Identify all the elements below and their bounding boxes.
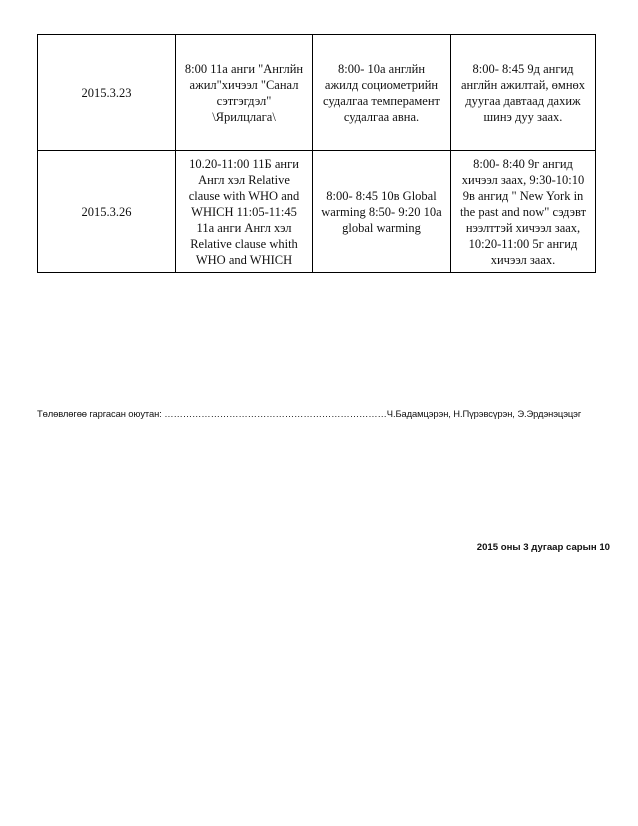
schedule-cell: 10.20-11:00 11Б анги Англ хэл Relative clause with WHO and WHICH 11:05-11:45 11а анги Англ хэл Relative clause whith WHO and WHICH bbox=[176, 151, 313, 273]
table-row bbox=[38, 151, 596, 273]
date-cell: 2015.3.26 bbox=[38, 151, 176, 273]
schedule-cell: 8:00- 8:45 9д ангид англйн ажилтай, өмнөх дуугаа давтаад дахиж шинэ дуу заах. bbox=[451, 35, 596, 151]
schedule-cell: 8:00- 8:40 9г ангид хичээл заах, 9:30-10:10 9в ангид " New York in the past and now" сэдэвт нээлттэй хичээл заах, 10:20-11:00 5г ангид хичээл заах. bbox=[451, 151, 596, 273]
prepared-by-line: Төлөвлөгөө гаргасан оюутан: ………………………………………………………………Ч.Бадамцэрэн, Н.Пүрэвсүрэн, Э.Эрдэнэцэцэг bbox=[37, 408, 582, 419]
schedule-cell: 8:00- 8:45 10в Global warming 8:50- 9:20 10а global warming bbox=[313, 151, 451, 273]
schedule-cell: 8:00- 10а англйн ажилд социометрийн судалгаа темперамент судалгаа авна. bbox=[313, 35, 451, 151]
schedule-table bbox=[37, 34, 596, 273]
date-cell: 2015.3.23 bbox=[38, 35, 176, 151]
table-row bbox=[38, 35, 596, 151]
document-date: 2015 оны 3 дугаар сарын 10 bbox=[476, 542, 610, 553]
schedule-cell: 8:00 11а анги "Англйн ажил"хичээл "Санал сэтгэгдэл" \Ярилцлага\ bbox=[176, 35, 313, 151]
